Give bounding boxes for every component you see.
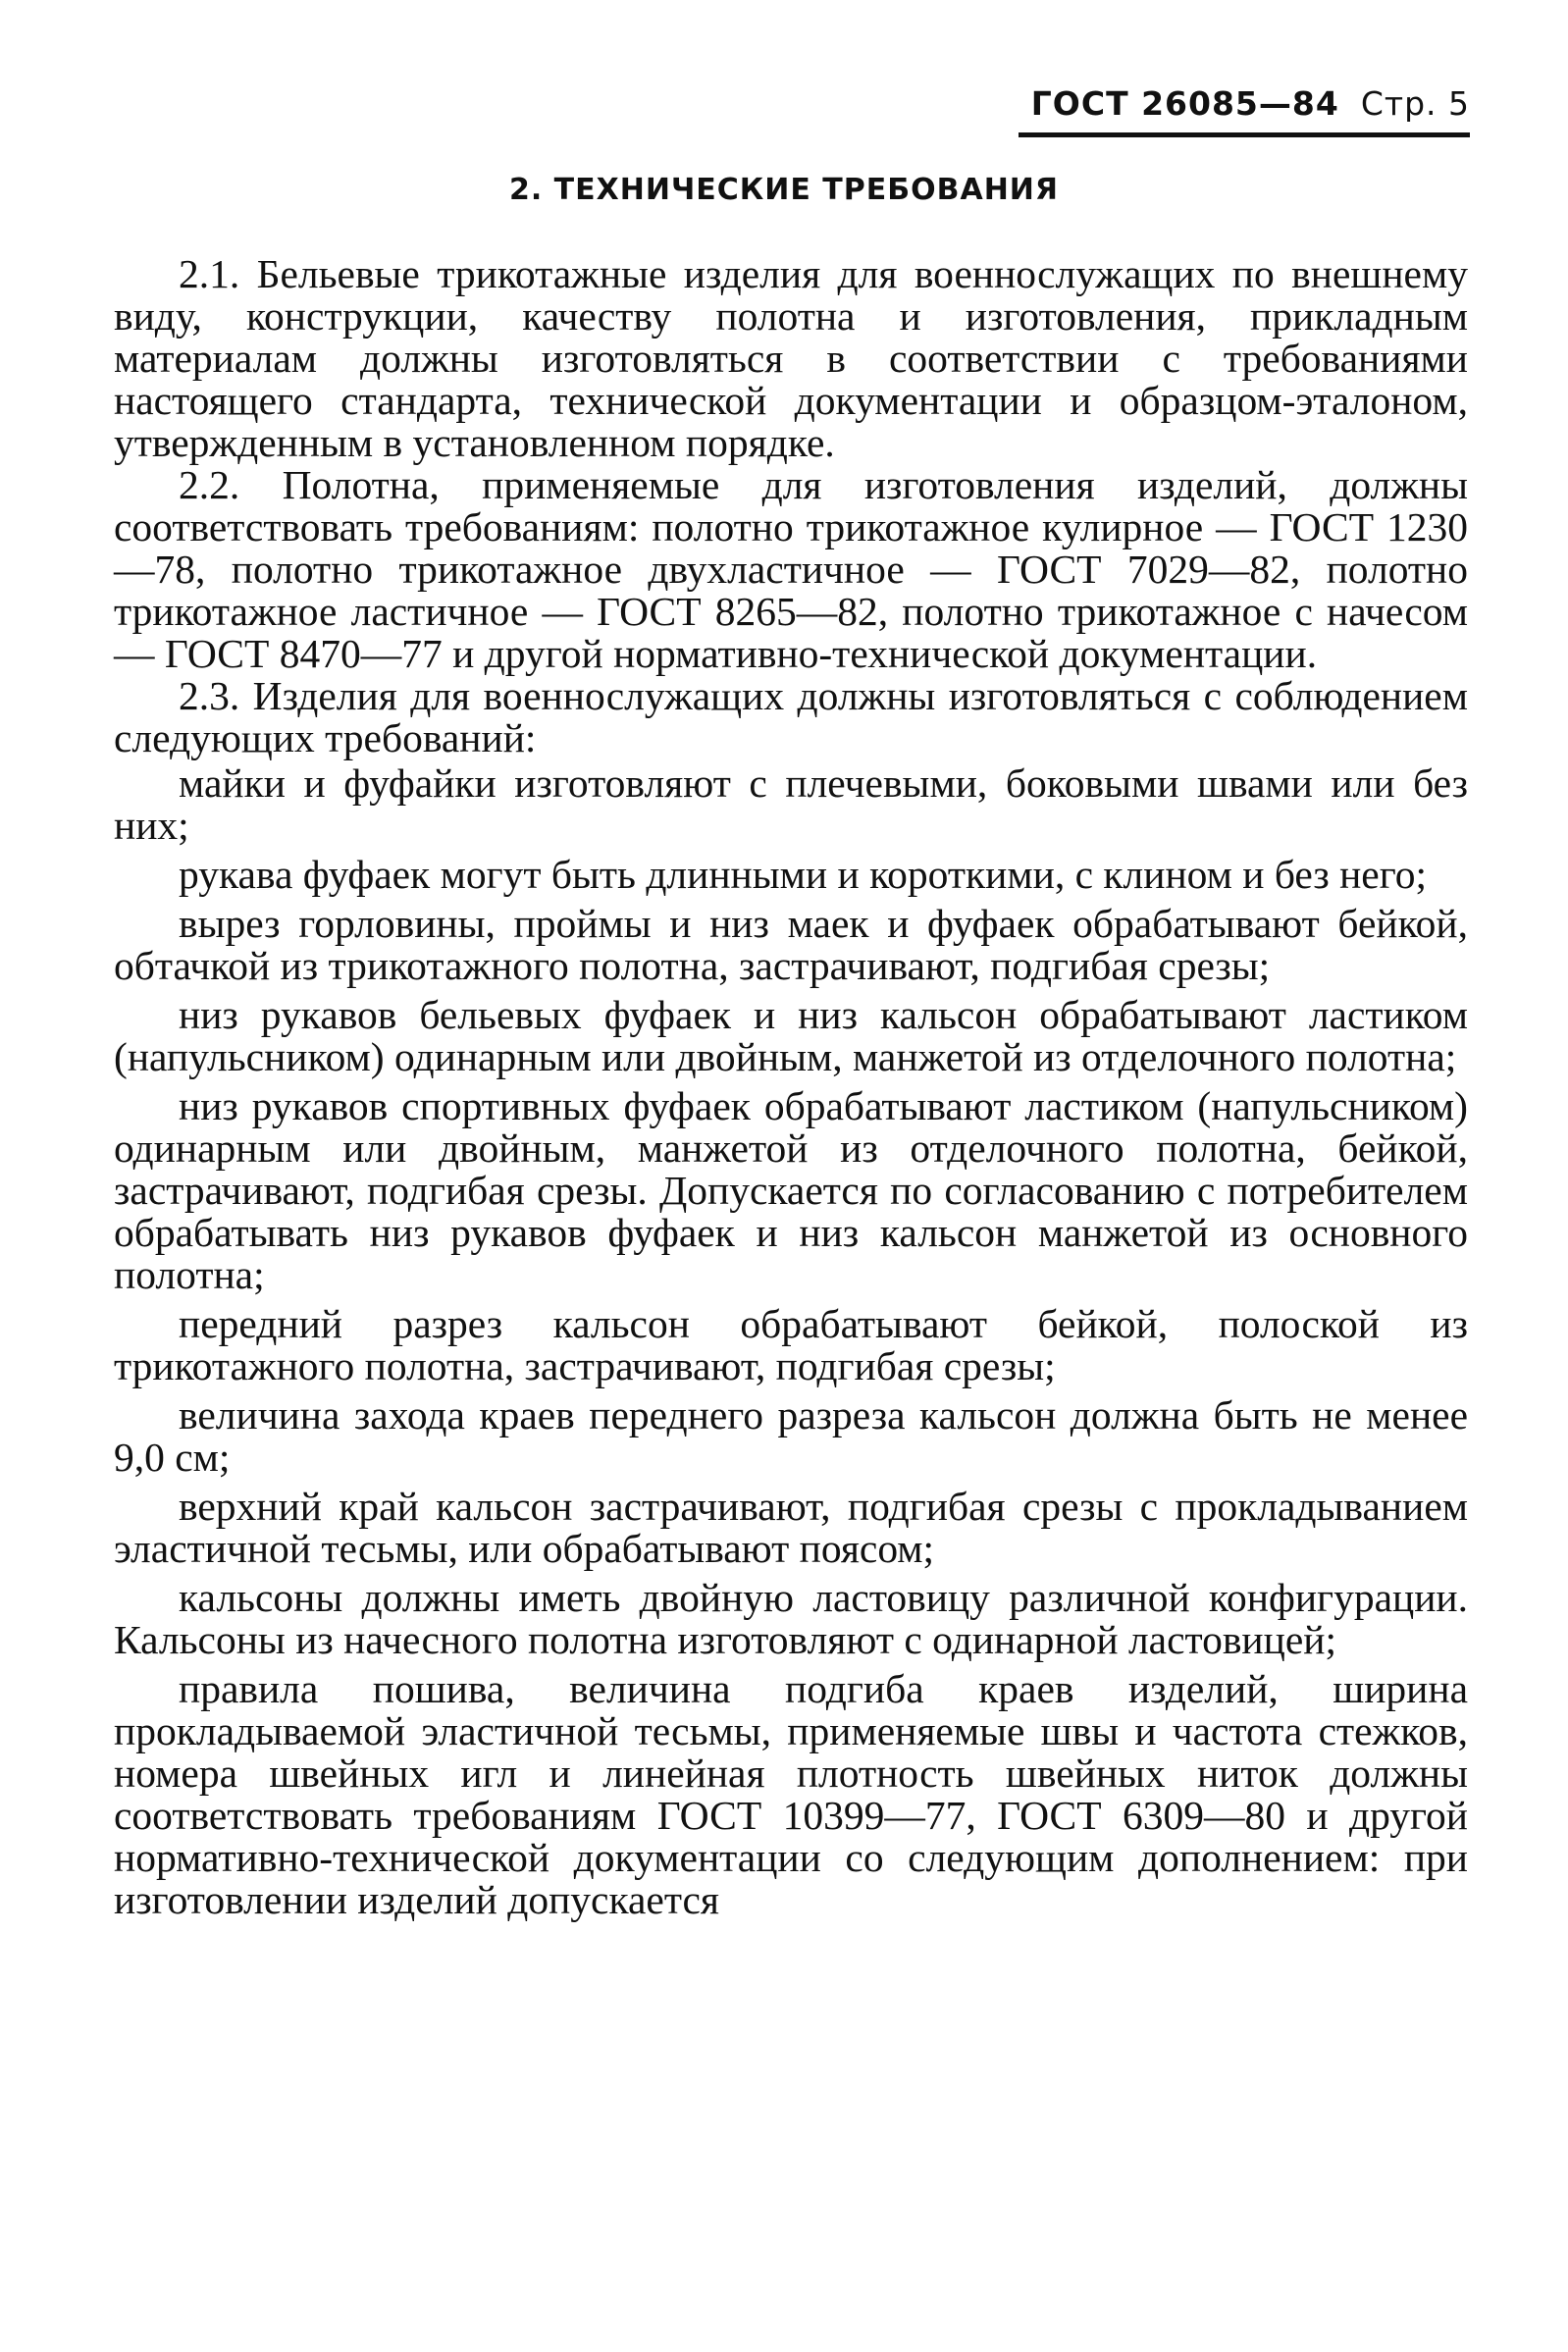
document-body [114,253,1468,1921]
requirement-item: низ рукавов спортивных фуфаек обрабатывают ластиком (напульсником) одинарным или двойным, манжетой из отделочного полотна, бейкой, застрачивают, подгибая срезы. Допускается по согласованию с потребителем обрабатывать низ рукавов фуфаек и низ кальсон манжетой из основного полотна; [114,1083,1468,1297]
requirement-item: рукава фуфаек могут быть длинными и короткими, с клином и без него; [179,852,1427,897]
requirement-item: низ рукавов бельевых фуфаек и низ кальсон обрабатывают ластиком (напульсником) одинарным или двойным, манжетой из отделочного полотна; [114,992,1468,1079]
standard-number: ГОСТ 26085—84 [1030,84,1339,123]
section-title: 2. ТЕХНИЧЕСКИЕ ТРЕБОВАНИЯ [508,173,1060,207]
requirement-item: передний разрез кальсон обрабатывают бейкой, полоской из трикотажного полотна, застрачивают, подгибая срезы; [114,1301,1468,1388]
requirement-item: верхний край кальсон застрачивают, подгибая срезы с прокладыванием эластичной тесьмы, или обрабатывают поясом; [114,1484,1468,1571]
requirement-item: правила пошива, величина подгиба краев изделий, ширина прокладываемой эластичной тесьмы, применяемые швы и частота стежков, номера швейных игл и линейная плотность швейных ниток должны соответствовать требованиям ГОСТ 10399—77, ГОСТ 6309—80 и другой нормативно-технической документации со следующим дополнением: при изготовлении изделий допускается [114,1666,1468,1922]
requirement-item: майки и фуфайки изготовляют с плечевыми, боковыми швами или без них; [114,760,1468,848]
page-number: Стр. 5 [1360,84,1470,123]
requirement-item: величина захода краев переднего разреза кальсон должна быть не менее 9,0 см; [114,1392,1468,1480]
requirement-item: кальсоны должны иметь двойную ластовицу различной конфигурации. Кальсоны из начесного полотна изготовляют с одинарной ластовицей; [114,1575,1468,1662]
paragraph-2-2: 2.2. Полотна, применяемые для изготовления изделий, должны соответствовать требованиям: полотно трикотажное кулирное — ГОСТ 1230—78, полотно трикотажное двухластичное — ГОСТ 7029—82, полотно трикотажное ластичное — ГОСТ 8265—82, полотно трикотажное с начесом — ГОСТ 8470—77 и другой нормативно-технической документации. [114,462,1468,676]
page-header [1019,84,1470,137]
paragraph-2-3: 2.3. Изделия для военнослужащих должны изготовляться с соблюдением следующих требований: [114,673,1468,760]
requirement-item: вырез горловины, проймы и низ маек и фуфаек обрабатывают бейкой, обтачкой из трикотажного полотна, застрачивают, подгибая срезы; [114,901,1468,988]
paragraph-2-1: 2.1. Бельевые трикотажные изделия для военнослужащих по внешнему виду, конструкции, качеству полотна и изготовления, прикладным материалам должны изготовляться в соответствии с требованиями настоящего стандарта, технической документации и образцом-эталоном, утвержденным в установленном порядке. [114,251,1468,465]
